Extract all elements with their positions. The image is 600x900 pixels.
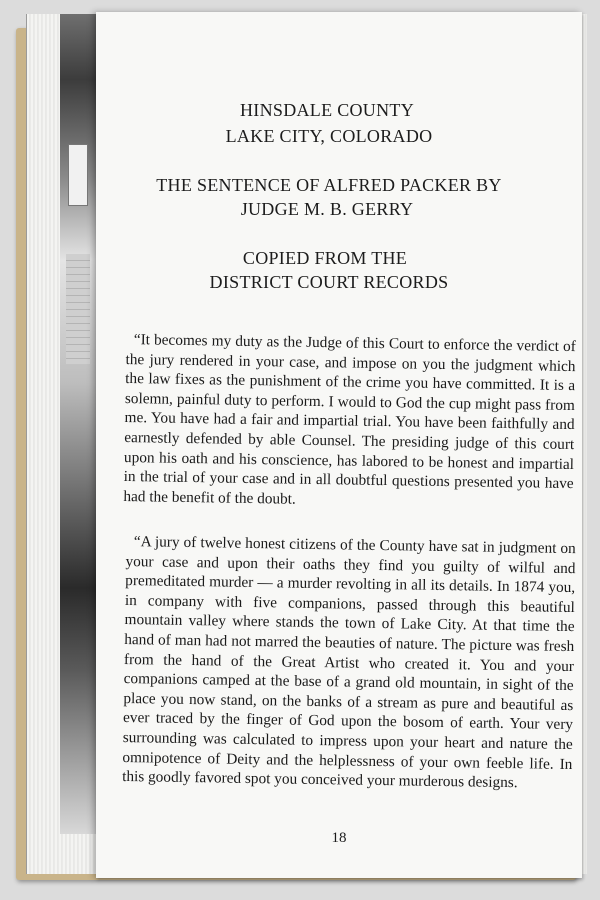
- page-number: 18: [331, 830, 347, 846]
- judge-title: JUDGE M. B. GERRY: [240, 199, 414, 219]
- court-records-heading: DISTRICT COURT RECORDS: [209, 272, 449, 292]
- paragraph-2: “A jury of twelve honest citizens of the County have sat in judgment on your case and upon their oaths they find you guilty of wilful and premeditated murder — a murder revolting in all its details. In 1874 you, in company with five companions, passed through this beautiful mountain valley where stands the town of Lake City. At that time the hand of man had not marred the beauties of nature. The picture was fresh from the hand of the Great Artist who created it. You and your companions camped at the base of a grand old mountain, in sight of the place you now stand, on the banks of a stream as pure and beautiful as ever traced by the finger of God upon the bosom of earth. Your very surrounding was calculated to impress upon your heart and nature the omnipotence of Deity and the helplessness of your own feeble life. In this goodly favored spot you conceived your murderous designs.: [122, 533, 576, 792]
- book-page: [96, 12, 582, 878]
- county-heading: HINSDALE COUNTY: [240, 100, 414, 120]
- paragraph-1: “It becomes my duty as the Judge of this Court to enforce the verdict of the jury rendered in your case, and impose on you the judgment which the law fixes as the punishment of the crime you have committed. It is a solemn, painful duty to perform. I would to God the cup might pass from me. You have had a fair and impartial trial. You have been faithfully and earnestly defended by able Counsel. The presiding judge of this court upon his oath and his conscience, has labored to be honest and impartial in the trial of your case and in all doubtful questions presented you have had the benefit of the doubt.: [123, 331, 576, 508]
- city-heading: LAKE CITY, COLORADO: [225, 126, 433, 146]
- sentence-title: THE SENTENCE OF ALFRED PACKER BY: [156, 175, 502, 195]
- copied-from-heading: COPIED FROM THE: [242, 248, 408, 268]
